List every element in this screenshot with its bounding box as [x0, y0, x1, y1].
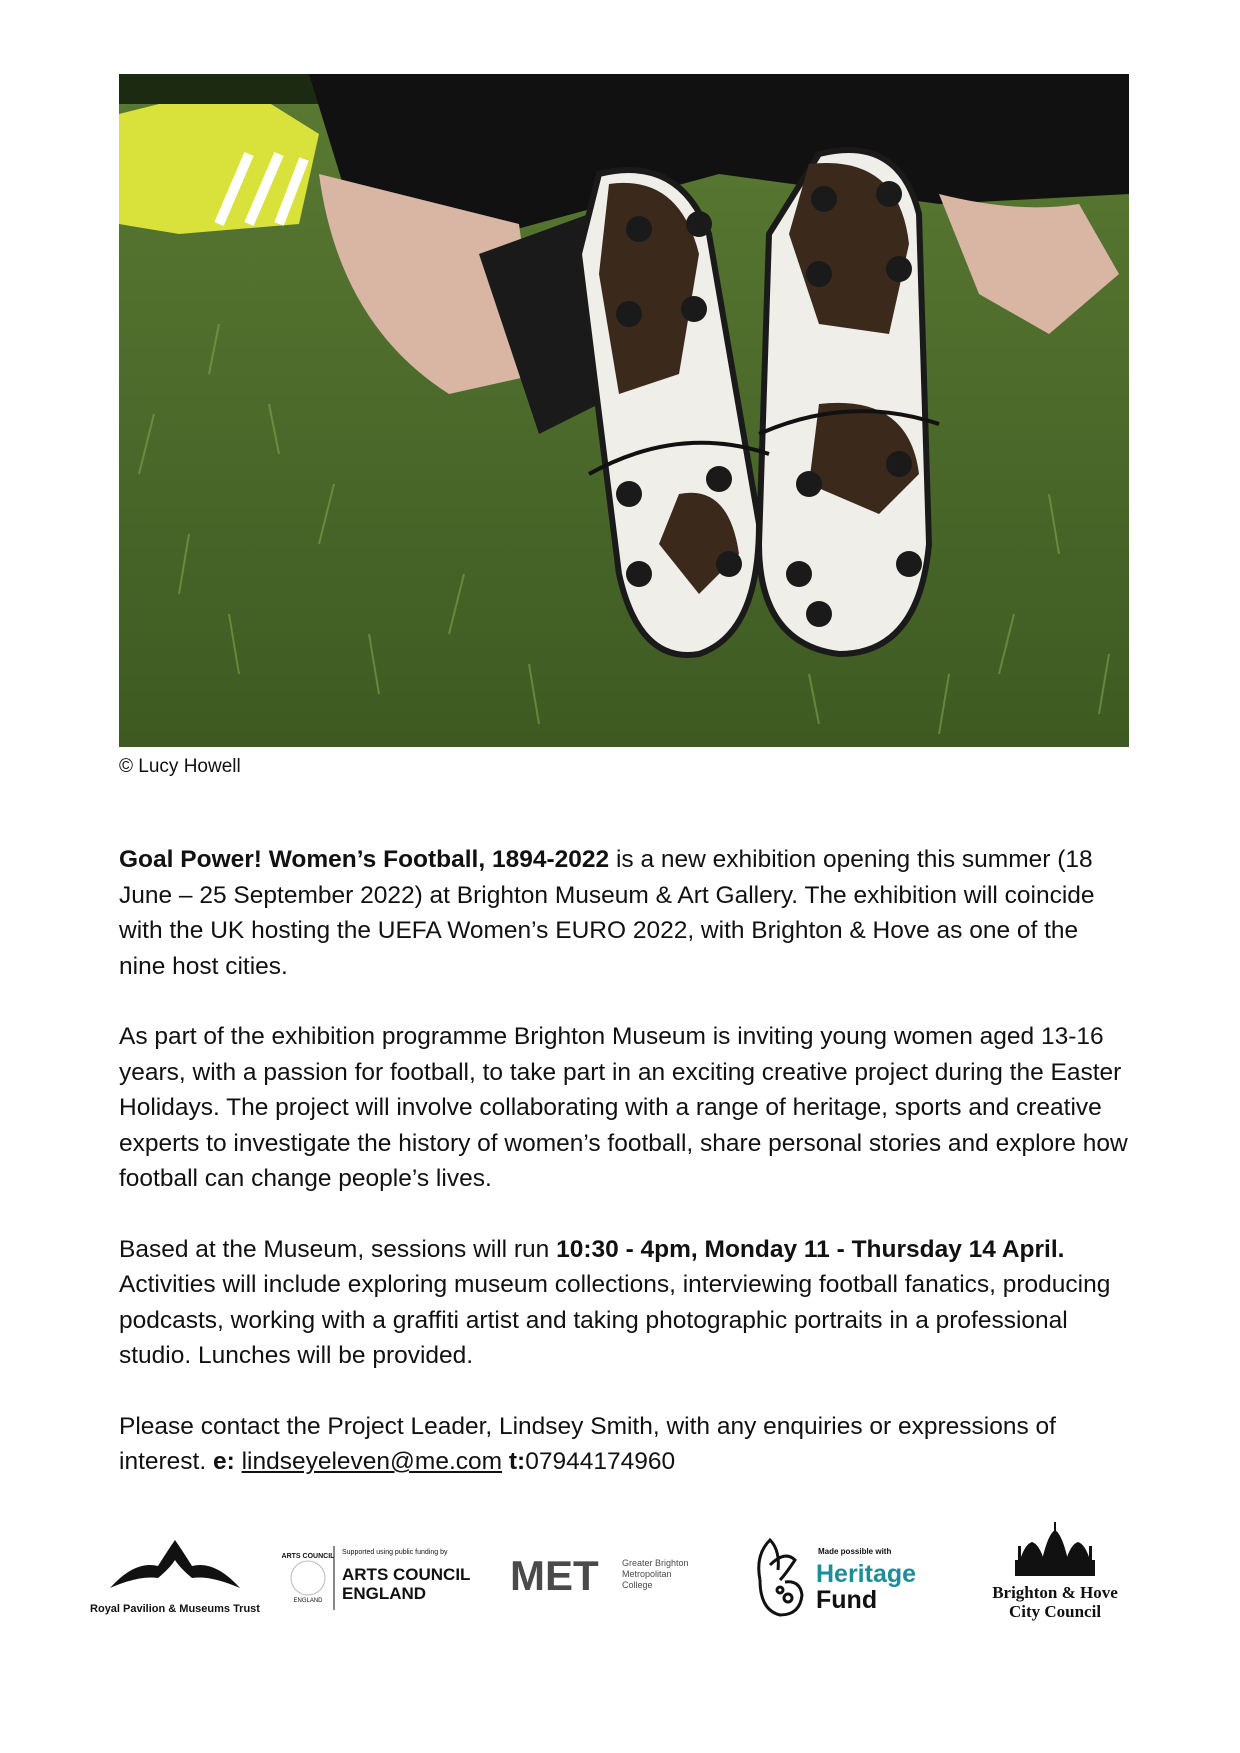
sessions-details: Activities will include exploring museum collections, interviewing football fanatics, producing podcasts, working with a graffiti artist and taking photographic portraits in a professional studio. Lunches will be provided.: [119, 1271, 1111, 1369]
arts-council-line2: ENGLAND: [342, 1584, 427, 1603]
met-mark: MET: [510, 1552, 599, 1599]
pavilion-name: Royal Pavilion & Museums Trust: [90, 1603, 260, 1615]
arts-council-ring-bottom: ENGLAND: [293, 1598, 323, 1604]
partner-logos: [80, 1520, 1160, 1630]
sessions-paragraph: [119, 1232, 1129, 1374]
exhibition-title: Goal Power! Women’s Football, 1894-2022: [119, 846, 610, 873]
arts-council-ring-icon: [291, 1561, 325, 1595]
football-boots-illustration: [119, 74, 1129, 747]
phone-label: t:: [508, 1448, 526, 1475]
heritage-made: Made possible with: [818, 1547, 892, 1556]
email-label: e:: [212, 1448, 235, 1475]
arts-council-ring-top: ARTS COUNCIL: [281, 1553, 335, 1560]
pavilion-skyline-icon: [1015, 1522, 1095, 1576]
article-body: [119, 842, 1129, 1515]
exhibition-photo: [119, 74, 1129, 747]
pavilion-domes-icon: [110, 1540, 240, 1588]
contact-text: Please contact the Project Leader, Lindsey Smith, with any enquiries or expressions of interest.: [119, 1412, 1056, 1475]
arts-council-line1: ARTS COUNCIL: [342, 1565, 471, 1584]
met-college-logo: [510, 1520, 710, 1630]
programme-paragraph: As part of the exhibition programme Brighton Museum is inviting young women aged 13-16 years, with a passion for football, to take part in an exciting creative project during the Easter Holidays. The project will involve collaborating with a range of heritage, sports and creative experts to investigate the history of women’s football, share personal stories and explore how football can change people’s lives.: [119, 1023, 1128, 1192]
met-line2: Metropolitan: [622, 1569, 672, 1579]
brighton-hove-logo: [960, 1520, 1150, 1630]
brighton-line2: City Council: [1008, 1602, 1102, 1621]
heritage-fund: Fund: [816, 1586, 878, 1614]
crossed-fingers-icon: [759, 1540, 802, 1615]
royal-pavilion-logo: [80, 1520, 270, 1630]
contact-paragraph: [119, 1409, 1129, 1480]
arts-council-supported: Supported using public funding by: [342, 1549, 448, 1556]
phone-number: 07944174960: [525, 1448, 676, 1475]
brighton-line1: Brighton & Hove: [992, 1583, 1118, 1602]
intro-text: is a new exhibition opening this summer (18 June – 25 September 2022) at Brighton Museum & Art Gallery. The exhibition will coincide with the UK hosting the UEFA Women’s EURO 2022, with Brighton & Hove as one of the nine host cities.: [119, 846, 1095, 980]
met-line3: College: [622, 1580, 653, 1590]
heritage-fund-logo: [740, 1520, 930, 1630]
photo-credit: © Lucy Howell: [119, 756, 241, 777]
email-link[interactable]: lindseyeleven@me.com: [241, 1448, 503, 1475]
sessions-lead: Based at the Museum, sessions will run: [119, 1235, 557, 1263]
arts-council-logo: [280, 1520, 480, 1630]
intro-paragraph: [119, 842, 1129, 984]
met-line1: Greater Brighton: [622, 1558, 689, 1568]
session-times: 10:30 - 4pm, Monday 11 - Thursday 14 April.: [556, 1235, 1065, 1263]
heritage-word: Heritage: [816, 1560, 917, 1588]
